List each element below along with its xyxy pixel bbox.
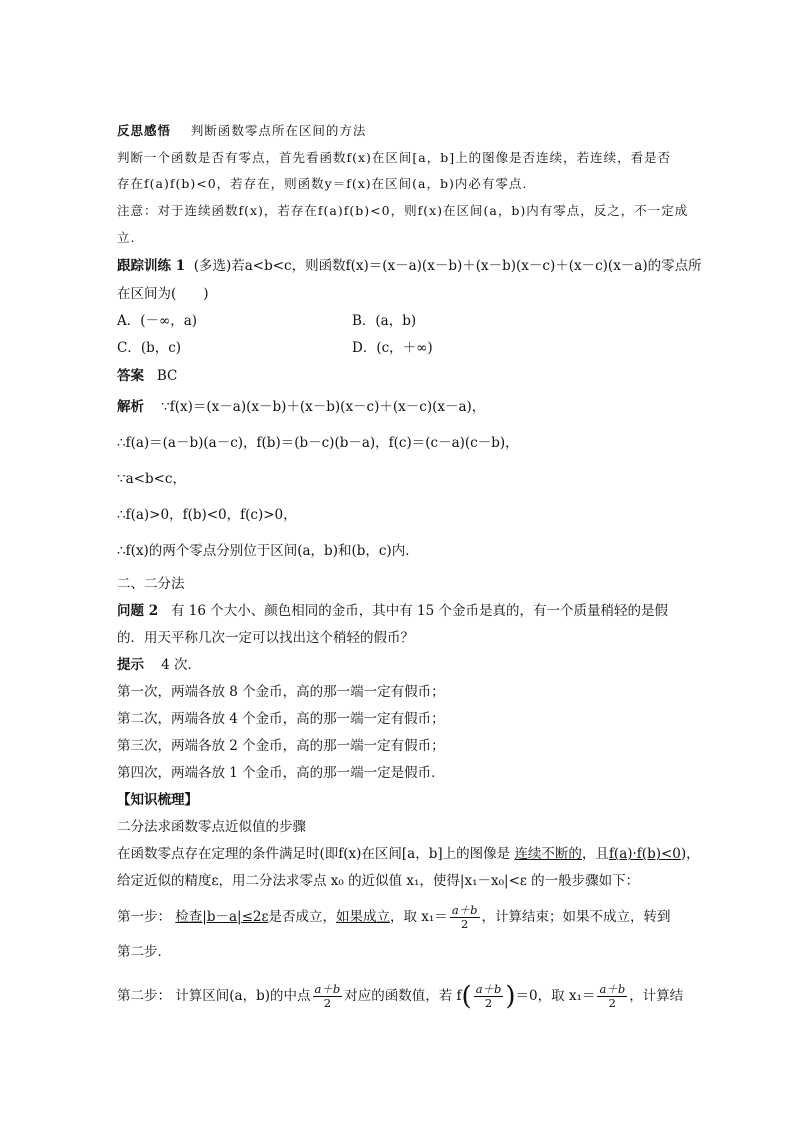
question-text: 有 16 个大小、颜色相同的金币，其中有 15 个金币是真的，有一个质量稍轻的是假 bbox=[170, 603, 668, 619]
exercise-label: 跟踪训练 1 bbox=[117, 258, 186, 274]
reflection-title: 反思感悟 bbox=[117, 123, 172, 138]
step1-text-c: ，取 x₁＝ bbox=[389, 909, 448, 925]
fraction-numerator: a＋b bbox=[451, 903, 478, 917]
step1-line bbox=[117, 904, 671, 931]
analysis-text-1: ∵f(x)＝(x－a)(x－b)＋(x－b)(x－c)＋(x－c)(x－a)， bbox=[161, 399, 486, 415]
fraction-denominator: 2 bbox=[484, 996, 493, 1010]
knowledge-para-1-b: ，且 bbox=[581, 846, 609, 862]
analysis-line-3: ∵a<b<c， bbox=[117, 471, 186, 487]
knowledge-para-1-a: 在函数零点存在定理的条件满足时(即f(x)在区间[a，b]上的图像是 bbox=[117, 846, 511, 862]
question-line-2: 的．用天平称几次一定可以找出这个稍轻的假币？ bbox=[117, 630, 414, 646]
knowledge-para-2: 给定近似的精度ε，用二分法求零点 x₀ 的近似值 x₁，使得|x₁－x₀|<ε 的一般步骤如下： bbox=[117, 873, 640, 889]
fraction-denominator: 2 bbox=[608, 996, 616, 1010]
step-line-3: 第三次，两端各放 2 个金币，高的那一端一定有假币； bbox=[117, 738, 445, 754]
analysis-line-5: ∴f(x)的两个零点分别位于区间(a，b)和(b，c)内． bbox=[117, 543, 419, 559]
answer-value: BC bbox=[156, 368, 178, 384]
question-label: 问题 2 bbox=[117, 603, 159, 619]
right-paren: ) bbox=[505, 981, 516, 1012]
fraction-denominator: 2 bbox=[323, 996, 332, 1010]
fraction-numerator: a＋b bbox=[314, 982, 341, 996]
hint-label: 提示 bbox=[117, 657, 144, 673]
reflection-note-1: 注意：对于连续函数f(x)，若存在f(a)f(b)<0，则f(x)在区间(a，b)内有零点，反之，不一定成 bbox=[117, 203, 689, 218]
fraction-denominator: 2 bbox=[461, 917, 469, 931]
step2-text-d: ，计算结 bbox=[629, 988, 684, 1004]
left-paren: ( bbox=[461, 981, 472, 1012]
step-line-4: 第四次，两端各放 1 个金币，高的那一端一定是假币． bbox=[117, 765, 445, 781]
exercise-stem: (多选)若a<b<c，则函数f(x)＝(x－a)(x－b)＋(x－b)(x－c)＋(x－c)(x－a)的零点所 bbox=[193, 258, 702, 274]
analysis-line-2: ∴f(a)＝(a－b)(a－c)，f(b)＝(b－c)(b－a)，f(c)＝(c－a)(c－b)， bbox=[117, 435, 519, 451]
answer-line bbox=[117, 366, 177, 386]
step2-text-a: 第二步： 计算区间(a，b)的中点 bbox=[117, 988, 311, 1004]
exercise-line-2: 在区间为( ) bbox=[117, 286, 209, 302]
knowledge-para-1 bbox=[117, 844, 700, 864]
step1-continuation: 第二步． bbox=[117, 944, 171, 960]
step2-fraction-midpoint bbox=[313, 983, 343, 1010]
step-line-1: 第一次，两端各放 8 个金币，高的那一端一定有假币； bbox=[117, 684, 445, 700]
reflection-line-2: 存在f(a)f(b)<0，若存在，则函数y＝f(x)在区间(a，b)内必有零点. bbox=[117, 176, 528, 191]
option-b: B．(a，b) bbox=[352, 313, 417, 329]
step1-blank-if: 如果成立 bbox=[335, 909, 390, 925]
step1-label: 第一步： bbox=[117, 909, 171, 925]
step2-fraction-arg bbox=[474, 983, 504, 1010]
question-line-1 bbox=[117, 601, 668, 621]
answer-label: 答案 bbox=[117, 368, 144, 384]
step2-line bbox=[117, 983, 683, 1010]
step1-text-d: ，计算结束；如果不成立，转到 bbox=[481, 909, 671, 925]
analysis-line-1 bbox=[117, 397, 485, 417]
option-a: A．(－∞，a) bbox=[117, 313, 198, 329]
hint-line bbox=[117, 655, 201, 675]
step1-text-b: 是否成立， bbox=[268, 909, 336, 925]
knowledge-blank-product: f(a)·f(b)<0 bbox=[608, 846, 681, 862]
reflection-subtitle: 判断函数零点所在区间的方法 bbox=[190, 123, 367, 138]
fraction-numerator: a＋b bbox=[599, 982, 626, 996]
fraction-numerator: a＋b bbox=[475, 982, 502, 996]
knowledge-title: 二分法求函数零点近似值的步骤 bbox=[117, 819, 306, 835]
option-c: C．(b，c) bbox=[117, 340, 182, 356]
step2-text-b: 对应的函数值，若 f bbox=[344, 988, 462, 1004]
step2-fraction-result bbox=[597, 983, 627, 1010]
knowledge-blank-continuous: 连续不断的 bbox=[514, 846, 582, 862]
step-line-2: 第二次，两端各放 4 个金币，高的那一端一定有假币； bbox=[117, 711, 445, 727]
knowledge-tag: 【知识梳理】 bbox=[117, 792, 198, 808]
exercise-line-1 bbox=[117, 256, 702, 276]
analysis-label: 解析 bbox=[117, 399, 144, 415]
analysis-line-4: ∴f(a)>0，f(b)<0，f(c)>0， bbox=[117, 507, 297, 523]
step1-fraction bbox=[450, 904, 480, 931]
reflection-heading bbox=[117, 121, 366, 141]
step2-text-c: ＝0，取 x₁＝ bbox=[515, 988, 596, 1004]
hint-text: 4 次． bbox=[161, 657, 202, 673]
section-heading: 二、二分法 bbox=[117, 576, 185, 592]
step1-blank-check: 检查|b－a|≤2ε bbox=[175, 909, 269, 925]
knowledge-para-1-c: )， bbox=[680, 846, 700, 862]
reflection-note-2: 立. bbox=[117, 230, 136, 245]
option-d: D．(c，＋∞) bbox=[352, 340, 433, 356]
reflection-line-1: 判断一个函数是否有零点，首先看函数f(x)在区间[a，b]上的图像是否连续，若连续，看是否 bbox=[117, 150, 672, 165]
